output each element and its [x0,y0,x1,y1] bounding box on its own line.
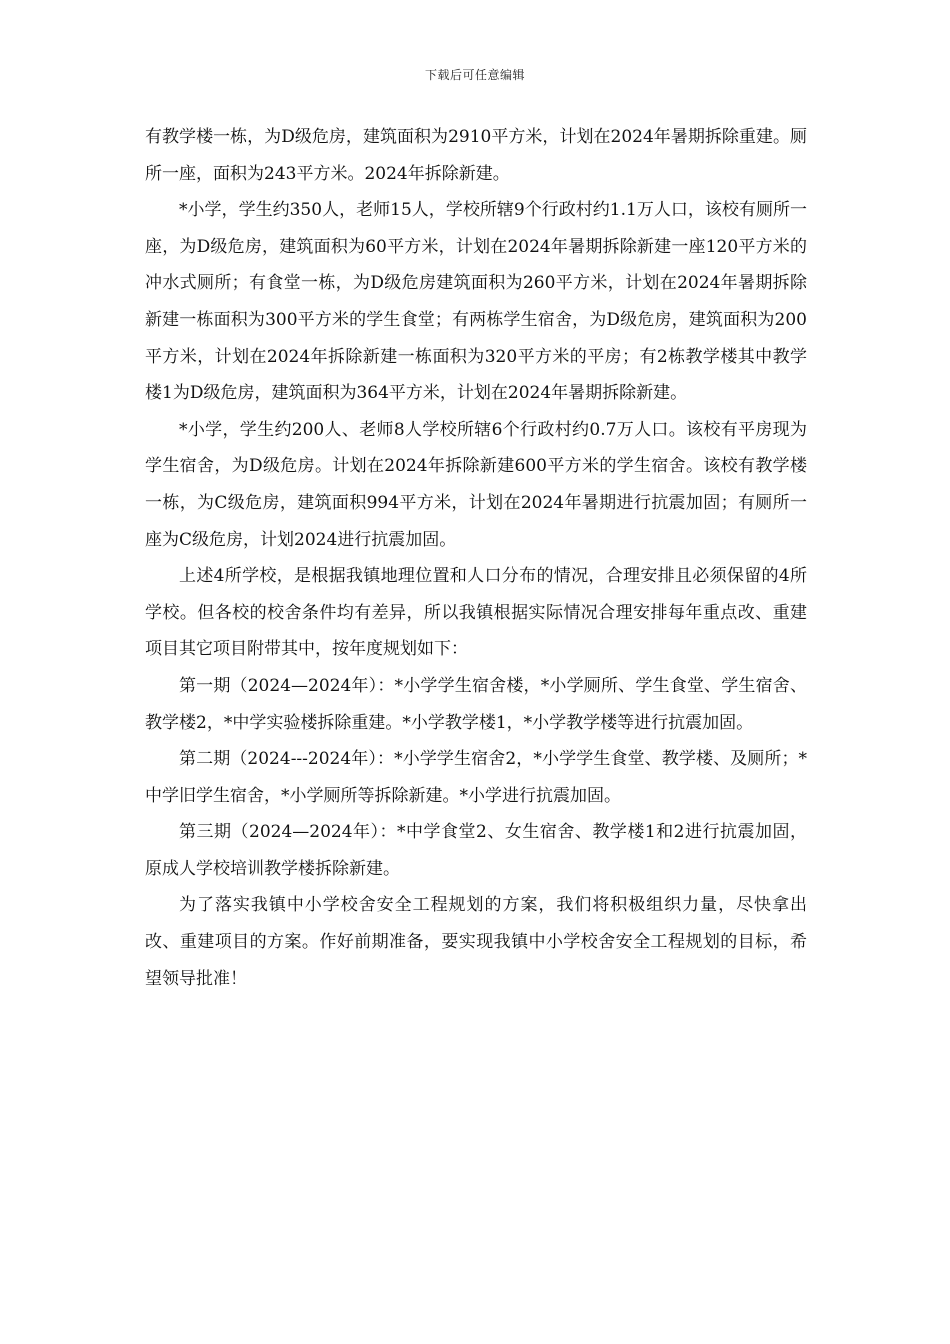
paragraph-2: *小学，学生约350人，老师15人，学校所辖9个行政村约1.1万人口，该校有厕所一座，为D级危房，建筑面积为60平方米，计划在2024年暑期拆除新建一座120平方米的冲水式厕所；有食堂一栋，为D级危房建筑面积为260平方米，计划在2024年暑期拆除新建一栋面积为300平方米的学生食堂；有两栋学生宿舍，为D级危房，建筑面积为200平方米，计划在2024年拆除新建一栋面积为320平方米的平房；有2栋教学楼其中教学楼1为D级危房，建筑面积为364平方米，计划在2024年暑期拆除新建。 [145,200,807,404]
paragraph-1: 有教学楼一栋，为D级危房，建筑面积为2910平方米，计划在2024年暑期拆除重建。厕所一座，面积为243平方米。2024年拆除新建。 [145,127,807,184]
paragraph-6: 第二期（2024---2024年）：*小学学生宿舍2，*小学学生食堂、教学楼、及厕所；*中学旧学生宿舍，*小学厕所等拆除新建。*小学进行抗震加固。 [145,749,807,806]
paragraph-4: 上述4所学校，是根据我镇地理位置和人口分布的情况，合理安排且必须保留的4所学校。但各校的校舍条件均有差异，所以我镇根据实际情况合理安排每年重点改、重建项目其它项目附带其中，按年度规划如下： [145,566,807,660]
paragraph-3: *小学，学生约200人、老师8人学校所辖6个行政村约0.7万人口。该校有平房现为学生宿舍，为D级危房。计划在2024年拆除新建600平方米的学生宿舍。该校有教学楼一栋，为C级危房，建筑面积994平方米，计划在2024年暑期进行抗震加固；有厕所一座为C级危房，计划2024进行抗震加固。 [145,419,807,550]
paragraph-5: 第一期（2024—2024年）：*小学学生宿舍楼，*小学厕所、学生食堂、学生宿舍、教学楼2，*中学实验楼拆除重建。*小学教学楼1，*小学教学楼等进行抗震加固。 [145,675,807,733]
page-header: 下载后可任意编辑 [424,68,525,82]
paragraph-8: 为了落实我镇中小学校舍安全工程规划的方案，我们将积极组织力量，尽快拿出改、重建项目的方案。作好前期准备，要实现我镇中小学校舍安全工程规划的目标，希望领导批准！ [145,895,807,989]
document-body [145,119,807,997]
paragraph-7: 第三期（2024—2024年）：*中学食堂2、女生宿舍、教学楼1和2进行抗震加固，原成人学校培训教学楼拆除新建。 [145,822,807,879]
